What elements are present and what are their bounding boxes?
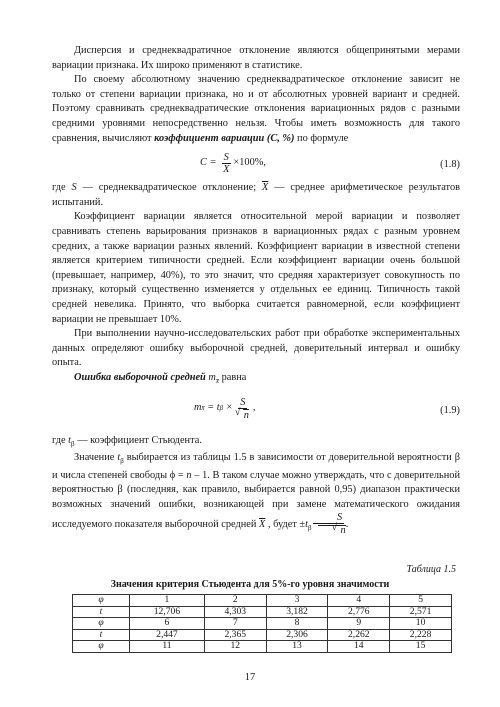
p8-xbar: $\overline{X}$ xyxy=(258,518,266,530)
symbol-s: S xyxy=(71,182,77,194)
p8-t2: t xyxy=(305,518,308,530)
paragraph-4: Коэффициент вариации является относительной мерой вариации и позволяет сравнивать степень варьирования признаков в вариационных рядах с разным уровнем средних, а также вариации разных явлений. Коэффициент вариации в известной степени является критерием типичности средней. Если коэффициент вариации очень большой (превышает, например, 40%), то это значит, что средняя характеризует совокупность по признаку, который существенно изменяется у отдельных ее единиц. Типичность такой средней невелика. Принято, что выборка считается равномерной, если коэффициент вариации не превышает 10%. xyxy=(52,211,460,325)
table-cell: 12 xyxy=(204,641,266,653)
fraction2-numerator: S xyxy=(240,396,246,408)
table-title: Значения критерия Стьюдента для 5%-го уровня значимости xyxy=(110,579,390,590)
page-body xyxy=(52,44,460,536)
table-row xyxy=(73,606,452,618)
table-cell: 14 xyxy=(328,641,390,653)
table-row-header: t xyxy=(73,629,130,641)
formula2-t-sub: β xyxy=(219,404,224,413)
table-cell: 4,303 xyxy=(204,606,266,618)
formula-fraction xyxy=(221,152,231,175)
p7-t: t xyxy=(68,434,72,446)
paragraph-2-text: По своему абсолютному значению среднеквадратическое отклонение зависит не только от степени вариации признака, но и от абсолютных уровней вариант и средней. Поэтому сравнивать среднеквадратические отклонения вариационных рядов с разными средними уровнями непосредственно нельзя. Чтобы иметь возможность для такого сравнения, вычисляют xyxy=(52,74,460,144)
table-row xyxy=(73,629,452,641)
student-table xyxy=(72,594,452,653)
fraction-denominator: X xyxy=(223,164,230,176)
table-cell: 2,776 xyxy=(328,606,390,618)
table-cell: 2,262 xyxy=(328,629,390,641)
paragraph-5: При выполнении научно-исследовательских работ при обработке экспериментальных данных определяют ошибку выборочной средней, доверительный интервал и ошибку опыта. xyxy=(52,328,460,369)
table-cell: 9 xyxy=(328,618,390,630)
formula2-lhs: m xyxy=(194,402,202,414)
table-cell: 2,306 xyxy=(266,629,328,641)
formula-lhs: C xyxy=(200,157,207,169)
formula-1-9: m x̄ = t β × S √ n , (1.9) xyxy=(52,391,460,431)
paragraph-3-text-a: — среднеквадратическое отклонение; xyxy=(76,182,262,194)
p8-n: n xyxy=(186,469,192,481)
p8-b: выбирается из таблицы 1.5 в зависимости от доверительной вероятности β и числа степеней свободы ϕ = xyxy=(52,452,461,481)
symbol-xbar: $\overline{X}$ xyxy=(261,182,269,194)
formula2-t: t xyxy=(216,402,220,414)
p8-frac-top: S xyxy=(313,513,344,524)
p8-t-sub: β xyxy=(120,457,124,466)
table-cell: 12,706 xyxy=(130,606,205,618)
formula2-fraction xyxy=(235,397,251,421)
formula2-lhs-sub: x̄ xyxy=(201,404,205,413)
table-cell: 2,447 xyxy=(130,629,205,641)
p7-text: — коэффициент Стьюдента. xyxy=(74,434,202,446)
p8-a: Значение xyxy=(74,452,118,464)
table-cell: 7 xyxy=(204,618,266,630)
table-cell: 11 xyxy=(130,641,205,653)
table-cell: 5 xyxy=(390,595,452,607)
where-word: где xyxy=(52,182,72,194)
table-row xyxy=(73,595,452,607)
p8-t: t xyxy=(117,452,121,464)
paragraph-3-text-b: — среднее арифметическое результатов испытаний. xyxy=(52,182,460,208)
symbol-m: m xyxy=(208,371,216,383)
table-cell: 3 xyxy=(266,595,328,607)
table-row-header: φ xyxy=(73,595,130,607)
symbol-m-sub: x̄ xyxy=(215,376,219,385)
table-row-header: φ xyxy=(73,618,130,630)
p7-where: где xyxy=(52,434,69,446)
term-sample-mean-error: Ошибка выборочной средней xyxy=(74,371,206,383)
table-cell: 3,182 xyxy=(266,606,328,618)
table-cell: 2,365 xyxy=(204,629,266,641)
formula-1-8: C = $\frac{S}{X}$ ×100%, (1.8) xyxy=(200,152,460,176)
p8-end: . xyxy=(345,518,349,530)
table-label: Таблица 1.5 xyxy=(406,564,456,575)
paragraph-8 xyxy=(52,451,460,535)
term-coefficient-variation: коэффициент вариации (С, %) xyxy=(154,132,295,144)
p8-d: , будет ± xyxy=(265,518,306,530)
paragraph-3 xyxy=(52,181,460,210)
p8-frac-bot: √ n xyxy=(318,525,346,536)
paragraph-6-tail: равна xyxy=(219,371,247,383)
page-number: 17 xyxy=(244,672,256,683)
table-row xyxy=(73,641,452,653)
table-cell: 6 xyxy=(130,618,205,630)
table-cell: 2 xyxy=(204,595,266,607)
fraction2-denominator: √ n xyxy=(243,409,249,421)
table-cell: 13 xyxy=(266,641,328,653)
formula2-number: (1.9) xyxy=(440,404,460,416)
p7-t-sub: β xyxy=(71,439,75,448)
table-cell: 2,571 xyxy=(390,606,452,618)
table-row-header: t xyxy=(73,606,130,618)
paragraph-2-tail: по формуле xyxy=(294,132,349,144)
p8-c: – 1. В таком случае можно утверждать, что с доверительной вероятностью β (последняя, как правило, выбирается равной 0,95) диапазон практически возможных значений ошибки, возникающей при замене математического ожидания исследуемого показателя выборочной средней xyxy=(52,469,460,530)
table-row xyxy=(73,618,452,630)
table-cell: 4 xyxy=(328,595,390,607)
formula-number: (1.8) xyxy=(440,159,460,171)
table-cell: 1 xyxy=(130,595,205,607)
fraction-numerator: S xyxy=(223,152,229,164)
table-cell: 15 xyxy=(390,641,452,653)
paragraph-6 xyxy=(52,371,460,389)
paragraph-7 xyxy=(52,434,460,452)
formula-rest: ×100%, xyxy=(233,157,266,169)
p8-t2-sub: β xyxy=(307,523,312,532)
table-cell: 8 xyxy=(266,618,328,630)
paragraph-1: Дисперсия и среднеквадратичное отклонение являются общепринятыми мерами вариации признака. Их широко применяют в статистике. xyxy=(52,45,460,71)
paragraph-2 xyxy=(52,73,460,146)
table-cell: 2,228 xyxy=(390,629,452,641)
table-row-header: φ xyxy=(73,641,130,653)
p8-fraction xyxy=(312,513,346,536)
table-cell: 10 xyxy=(390,618,452,630)
